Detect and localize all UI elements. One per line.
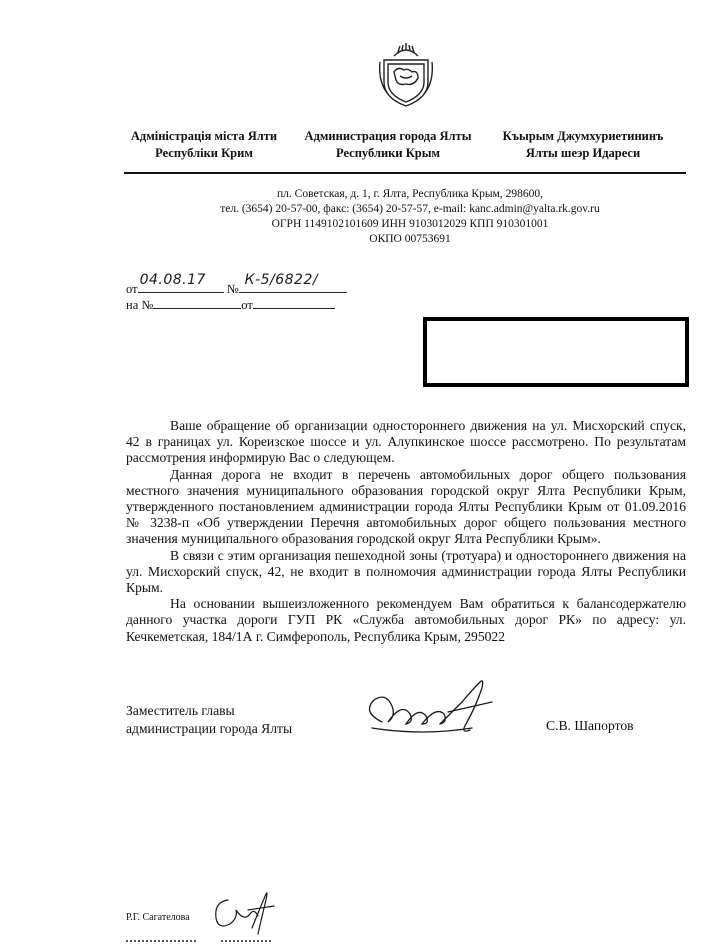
signatory-name: С.В. Шапортов: [546, 718, 634, 733]
redacted-addressee: [423, 317, 689, 387]
address-line: пл. Советская, д. 1, г. Ялта, Республика Крым, 298600,: [277, 188, 543, 200]
paragraph-1: Ваше обращение об организации одностороннего движения на ул. Мисхорский спуск, 42 в границах ул. Кореизское шоссе и ул. Алупкинское шоссе рассмотрено. По результатам рассмотрения информирую Вас о следующем.: [126, 418, 686, 466]
paragraph-3: В связи с этим организация пешеходной зоны (тротуара) и одностороннего движения на ул. Мисхорский спуск, 42, не входит в полномочия администрации города Ялты Республики Крым.: [126, 547, 686, 596]
org-name-russian: Администрация города Ялты Республики Крым: [304, 129, 472, 160]
coat-of-arms-icon: [378, 42, 434, 108]
okpo-line: ОКПО 00753691: [369, 233, 451, 245]
handwritten-date: 04.08.17: [139, 272, 206, 288]
handwritten-signature: [352, 672, 512, 742]
outgoing-reference: от 04.08.17 № К-5/6822/: [126, 278, 347, 297]
cutoff-footer-line: [126, 934, 271, 945]
contact-block: [190, 187, 630, 247]
executor-name: Р.Г. Сагателова: [126, 912, 190, 923]
incoming-reference: на № от: [126, 294, 335, 313]
handwritten-number: К-5/6822/: [244, 272, 319, 288]
paragraph-2: Данная дорога не входит в перечень автомобильных дорог общего пользования местного значения муниципального образования городской округ Ялта Республики Крым, утвержденного постановлением администрации города Ялты Республики Крым от 01.09.2016 № 3238-п «Об утверждении Перечня автомобильных дорог общего пользования местного значения муниципального образования городской округ Ялта Республики Крым».: [126, 466, 686, 547]
org-name-ukrainian: Адміністрація міста Ялти Республіки Крим: [130, 129, 278, 160]
signatory-position: Заместитель главы администрации города Ялты: [126, 703, 293, 736]
executor-signature: [208, 888, 278, 938]
org-name-crimean-tatar: Къырым Джумхуриетининъ Ялты шеэр Идареси: [502, 129, 664, 160]
registration-ids-line: ОГРН 1149102101609 ИНН 9103012029 КПП 910301001: [271, 218, 549, 230]
phones-line: тел. (3654) 20-57-00, факс: (3654) 20-57-57, e-mail: kanc.admin@yalta.rk.gov.ru: [220, 203, 600, 215]
header-divider: [124, 172, 686, 174]
letter-body: [126, 418, 686, 645]
paragraph-4: На основании вышеизложенного рекомендуем Вам обратиться к балансодержателю данного участка дороги ГУП РК «Служба автомобильных дорог РК» по адресу: ул. Кечкеметская, 184/1А г. Симферополь, Республика Крым, 295022: [126, 596, 686, 644]
